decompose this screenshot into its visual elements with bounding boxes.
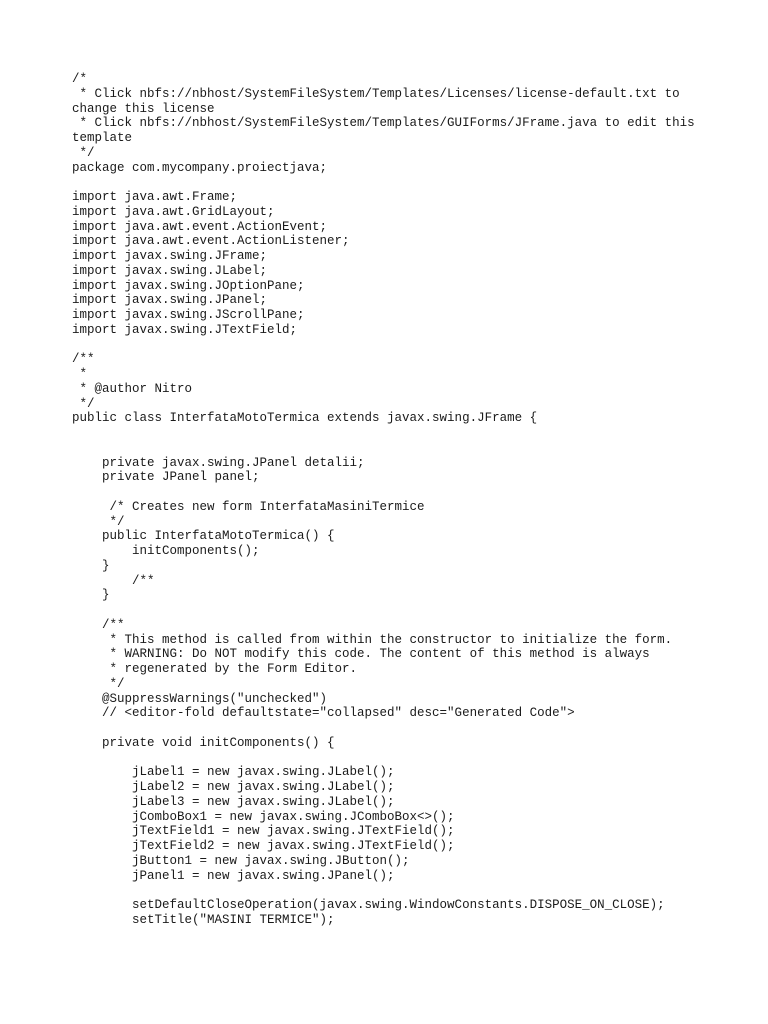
code-line: /**: [72, 573, 155, 588]
code-line: import java.awt.Frame;: [72, 190, 238, 204]
code-line: jPanel1 = new javax.swing.JPanel();: [72, 868, 395, 883]
code-line: package com.mycompany.proiectjava;: [72, 160, 328, 175]
code-line: setTitle("MASINI TERMICE");: [72, 912, 335, 927]
code-line: change this license: [72, 101, 215, 116]
code-line: * WARNING: Do NOT modify this code. The content of this method is always: [72, 647, 650, 662]
code-line: public class InterfataMotoTermica extends javax.swing.JFrame {: [72, 411, 538, 426]
code-line: jButton1 = new javax.swing.JButton();: [72, 853, 410, 868]
code-line: [72, 485, 752, 500]
code-line: jLabel2 = new javax.swing.JLabel();: [72, 780, 395, 794]
code-line: template: [72, 131, 133, 145]
code-line: jTextField1 = new javax.swing.JTextField();: [72, 824, 455, 839]
code-line: import javax.swing.JLabel;: [72, 263, 268, 278]
code-line: public InterfataMotoTermica() {: [72, 529, 335, 544]
code-line: * regenerated by the Form Editor.: [72, 662, 358, 676]
code-line: [72, 338, 752, 353]
code-line: private javax.swing.JPanel detalii;: [72, 455, 365, 470]
code-line: * This method is called from within the constructor to initialize the form.: [72, 632, 673, 647]
code-line: /**: [72, 617, 125, 632]
code-line: }: [72, 588, 110, 603]
code-line: import javax.swing.JOptionPane;: [72, 278, 305, 293]
code-line: import javax.swing.JPanel;: [72, 293, 268, 308]
code-line: /*: [72, 72, 88, 86]
code-line: import java.awt.GridLayout;: [72, 204, 275, 219]
code-line: initComponents();: [72, 544, 260, 558]
code-line: import javax.swing.JScrollPane;: [72, 308, 305, 322]
code-line: /**: [72, 352, 95, 367]
code-line: */: [72, 145, 95, 160]
code-line: *: [72, 367, 88, 381]
code-line: [72, 603, 752, 618]
code-line: @SuppressWarnings("unchecked"): [72, 691, 328, 706]
code-line: [72, 175, 752, 190]
code-line: * @author Nitro: [72, 381, 193, 396]
code-line: [72, 751, 752, 766]
code-line: */: [72, 396, 95, 411]
code-line: */: [72, 676, 125, 691]
code-line: [72, 426, 752, 441]
code-line: */: [72, 514, 125, 529]
code-line: import java.awt.event.ActionEvent;: [72, 219, 328, 234]
code-line: [72, 721, 752, 736]
source-code-block: [72, 72, 752, 928]
code-line: [72, 883, 752, 898]
code-line: private void initComponents() {: [72, 735, 335, 750]
code-line: [72, 441, 752, 456]
code-line: /* Creates new form InterfataMasiniTermice: [72, 499, 425, 514]
code-line: jLabel3 = new javax.swing.JLabel();: [72, 794, 395, 809]
code-line: setDefaultCloseOperation(javax.swing.WindowConstants.DISPOSE_ON_CLOSE);: [72, 898, 665, 912]
code-line: jTextField2 = new javax.swing.JTextField();: [72, 839, 455, 853]
code-line: * Click nbfs://nbhost/SystemFileSystem/Templates/GUIForms/JFrame.java to edit this: [72, 116, 695, 131]
code-line: import javax.swing.JTextField;: [72, 322, 298, 337]
code-line: jComboBox1 = new javax.swing.JComboBox<>();: [72, 809, 455, 824]
code-line: import javax.swing.JFrame;: [72, 249, 268, 263]
code-line: // <editor-fold defaultstate="collapsed" desc="Generated Code">: [72, 706, 575, 721]
code-line: private JPanel panel;: [72, 470, 260, 485]
code-line: import java.awt.event.ActionListener;: [72, 234, 350, 249]
code-line: jLabel1 = new javax.swing.JLabel();: [72, 765, 395, 780]
code-line: }: [72, 558, 110, 573]
code-line: * Click nbfs://nbhost/SystemFileSystem/Templates/Licenses/license-default.txt to: [72, 86, 680, 101]
